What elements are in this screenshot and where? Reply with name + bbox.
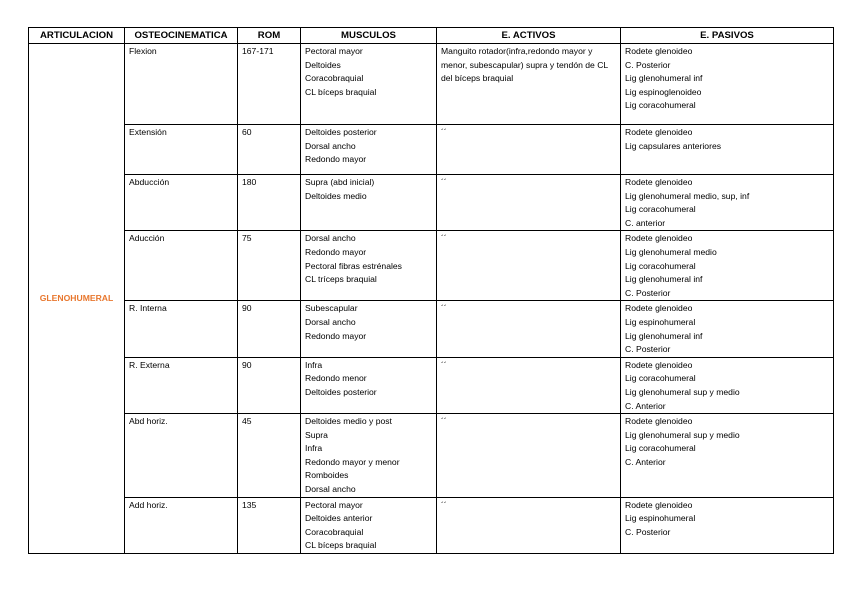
e-activos-cell: ´´: [437, 414, 621, 498]
e-pasivos-cell: [621, 357, 834, 413]
musculo-item: CL bíceps braquial: [305, 540, 377, 551]
header-musculos: MUSCULOS: [301, 28, 437, 44]
pasivo-item: Lig glenohumeral medio, sup, inf: [625, 190, 750, 201]
musculo-item: Supra: [305, 429, 328, 440]
pasivo-item: Lig glenohumeral inf: [625, 274, 703, 285]
musculo-item: Deltoides posterior: [305, 386, 377, 397]
musculo-item: Redondo mayor: [305, 246, 367, 257]
rom-cell: 45: [238, 414, 301, 498]
e-activos-cell: ´´: [437, 301, 621, 357]
header-e-pasivos: E. PASIVOS: [621, 28, 834, 44]
pasivo-item: Rodete glenoideo: [625, 46, 693, 56]
musculos-cell: [301, 414, 437, 498]
musculo-item: Coracobraquial: [305, 73, 364, 84]
musculo-item: Dorsal ancho: [305, 233, 356, 244]
osteocinematica-cell: Flexion: [125, 44, 238, 125]
pasivo-item: Lig coracohumeral: [625, 100, 696, 111]
musculo-item: Redondo mayor y menor: [305, 456, 400, 467]
joint-table: [28, 27, 834, 554]
musculo-item: Coracobraquial: [305, 526, 364, 537]
musculo-item: Deltoides medio: [305, 190, 367, 201]
header-articulacion: ARTICULACION: [29, 28, 125, 44]
header-rom: ROM: [238, 28, 301, 44]
rom-cell: 135: [238, 497, 301, 553]
e-pasivos-cell: [621, 414, 834, 498]
rom-cell: 167-171: [238, 44, 301, 125]
pasivo-item: C. Posterior: [625, 59, 671, 70]
pasivo-item: Lig coracohumeral: [625, 373, 696, 384]
pasivo-item: Rodete glenoideo: [625, 303, 693, 314]
articulacion-cell: GLENOHUMERAL: [29, 44, 125, 554]
osteocinematica-cell: Abd horiz.: [125, 414, 238, 498]
table-row: [29, 357, 834, 413]
musculo-item: Pectoral fibras estrénales: [305, 260, 402, 271]
e-activos-cell: ´´: [437, 125, 621, 175]
pasivo-item: Lig espinohumeral: [625, 513, 696, 524]
musculo-item: Pectoral mayor: [305, 46, 363, 56]
e-activos-cell: ´´: [437, 497, 621, 553]
musculo-item: Supra (abd inicial): [305, 177, 375, 187]
musculo-item: Subescapular: [305, 303, 358, 314]
pasivo-item: Lig coracohumeral: [625, 204, 696, 215]
pasivo-item: Rodete glenoideo: [625, 177, 693, 187]
e-pasivos-cell: [621, 125, 834, 175]
musculo-item: Deltoides: [305, 59, 341, 70]
e-pasivos-cell: [621, 497, 834, 553]
pasivo-item: Rodete glenoideo: [625, 499, 693, 510]
header-row: [29, 28, 834, 44]
osteocinematica-cell: R. Externa: [125, 357, 238, 413]
e-activos-cell: Manguito rotador(infra,redondo mayor y menor, subescapular) supra y tendón de CL del bíceps braquial: [437, 44, 621, 125]
e-pasivos-cell: [621, 175, 834, 231]
pasivo-item: Rodete glenoideo: [625, 416, 693, 427]
osteocinematica-cell: Extensión: [125, 125, 238, 175]
pasivo-item: Lig coracohumeral: [625, 443, 696, 454]
rom-cell: 75: [238, 231, 301, 301]
musculos-cell: [301, 497, 437, 553]
pasivo-item: Lig glenohumeral sup y medio: [625, 429, 740, 440]
musculo-item: Deltoides anterior: [305, 513, 373, 524]
musculo-item: Dorsal ancho: [305, 140, 356, 151]
musculo-item: Infra: [305, 359, 323, 370]
musculos-cell: [301, 231, 437, 301]
musculo-item: Romboides: [305, 470, 349, 481]
table-row: [29, 301, 834, 357]
musculos-cell: [301, 44, 437, 125]
rom-cell: 90: [238, 301, 301, 357]
pasivo-item: Lig glenohumeral inf: [625, 330, 703, 341]
musculo-item: CL tríceps braquial: [305, 274, 377, 285]
pasivo-item: Lig glenohumeral medio: [625, 246, 717, 257]
pasivo-item: Rodete glenoideo: [625, 359, 693, 370]
osteocinematica-cell: Aducción: [125, 231, 238, 301]
pasivo-item: C. anterior: [625, 217, 666, 228]
musculo-item: Redondo mayor: [305, 330, 367, 341]
pasivo-item: Lig glenohumeral inf: [625, 73, 703, 84]
pasivo-item: Lig coracohumeral: [625, 260, 696, 271]
pasivo-item: C. Anterior: [625, 456, 666, 467]
musculos-cell: [301, 125, 437, 175]
e-pasivos-cell: [621, 301, 834, 357]
osteocinematica-cell: Add horiz.: [125, 497, 238, 553]
pasivo-item: C. Posterior: [625, 526, 671, 537]
musculos-cell: [301, 301, 437, 357]
pasivo-item: Lig espinoglenoideo: [625, 86, 702, 97]
e-activos-cell: ´´: [437, 231, 621, 301]
table-row: [29, 175, 834, 231]
musculo-item: Dorsal ancho: [305, 484, 356, 495]
pasivo-item: Lig glenohumeral sup y medio: [625, 386, 740, 397]
e-pasivos-cell: [621, 231, 834, 301]
pasivo-item: C. Anterior: [625, 400, 666, 411]
e-activos-cell: ´´: [437, 175, 621, 231]
table-row: [29, 231, 834, 301]
osteocinematica-cell: R. Interna: [125, 301, 238, 357]
header-osteocinematica: OSTEOCINEMATICA: [125, 28, 238, 44]
musculos-cell: [301, 175, 437, 231]
pasivo-item: Rodete glenoideo: [625, 233, 693, 244]
pasivo-item: Lig capsulares anteriores: [625, 140, 722, 151]
table-row: [29, 44, 834, 125]
pasivo-item: C. Posterior: [625, 344, 671, 355]
table-row: [29, 125, 834, 175]
musculo-item: Pectoral mayor: [305, 499, 363, 510]
musculos-cell: [301, 357, 437, 413]
musculo-item: Infra: [305, 443, 323, 454]
pasivo-item: Rodete glenoideo: [625, 127, 693, 137]
pasivo-item: C. Posterior: [625, 287, 671, 298]
musculo-item: Dorsal ancho: [305, 316, 356, 327]
musculo-item: CL bíceps braquial: [305, 86, 377, 97]
osteocinematica-cell: Abducción: [125, 175, 238, 231]
e-activos-cell: ´´: [437, 357, 621, 413]
rom-cell: 90: [238, 357, 301, 413]
header-e-activos: E. ACTIVOS: [437, 28, 621, 44]
musculo-item: Redondo menor: [305, 373, 367, 384]
musculo-item: Deltoides medio y post: [305, 416, 392, 427]
pasivo-item: Lig espinohumeral: [625, 316, 696, 327]
e-pasivos-cell: [621, 44, 834, 125]
rom-cell: 180: [238, 175, 301, 231]
table-row: [29, 497, 834, 553]
musculo-item: Deltoides posterior: [305, 127, 377, 137]
table-row: [29, 414, 834, 498]
rom-cell: 60: [238, 125, 301, 175]
musculo-item: Redondo mayor: [305, 154, 367, 165]
